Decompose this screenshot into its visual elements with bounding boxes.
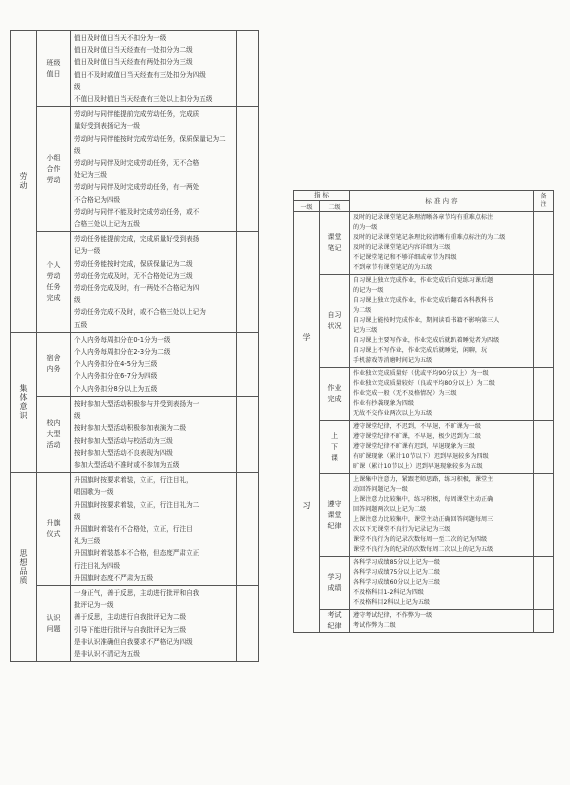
category-char: 识	[19, 410, 28, 420]
category-cell	[294, 212, 320, 633]
standard-line: 劳动时与同伴不能及时完成劳动任务，或不	[74, 207, 200, 216]
subcategory-char: 合作	[46, 164, 61, 173]
table-row	[294, 557, 554, 610]
table-row	[11, 473, 259, 586]
subcategory-char: 学习	[327, 573, 342, 581]
standard-line: 劳动任务能按时完成，保质保量记为二级	[74, 259, 193, 268]
standard-line: 一身正气，善于反思，主动进行批评和自我	[74, 588, 200, 597]
category-char: 想	[19, 557, 28, 567]
standard-line: 记为一级	[74, 247, 101, 256]
remarks-cell	[237, 473, 259, 586]
standard-content-cell	[71, 473, 237, 586]
subcategory-char: 活动	[46, 441, 61, 449]
standard-content-cell	[71, 332, 237, 396]
standard-line: 劳动时与同伴能提前完成劳动任务，完成质	[74, 110, 200, 119]
standard-content-cell	[350, 421, 534, 474]
standard-line: 升国旗时态度不严肃为五级	[74, 573, 154, 582]
remarks-cell	[534, 212, 554, 275]
standard-line: 升国旗时按要求着装，立正，行注目礼，	[74, 476, 193, 485]
subcategory-char: 劳动	[46, 272, 61, 281]
table-row	[11, 585, 259, 661]
standard-line: 劳动任务完成不及时，或不合格三处以上记为	[74, 308, 206, 317]
standard-line: 课堂不良行为的纪录的次数每周二次以上的记为五级	[353, 546, 494, 553]
subcategory-cell	[37, 332, 71, 396]
standard-line: 参加大型活动不准时或不参加为五级	[74, 460, 180, 469]
subcategory-cell	[37, 232, 71, 333]
subcategory-char: 班级	[46, 58, 61, 67]
subcategory-char: 下	[331, 442, 338, 451]
standard-line: 遵守课堂纪律不旷课，不早退，极少迟到为二级	[353, 433, 481, 440]
subcategory-char: 考试	[327, 611, 342, 619]
subcategory-char: 课	[331, 453, 338, 462]
subcategory-cell	[320, 474, 350, 557]
standard-line: 不及格科目2科以上记为五级	[353, 599, 431, 606]
standard-line: 遵守考试纪律，不作弊为一级	[353, 612, 433, 619]
table-row	[294, 275, 554, 368]
category-char: 品	[19, 566, 28, 576]
standard-line: 升国旗时着装基本不合格，但态度严肃立正	[74, 549, 200, 558]
standard-line: 值日不及时或值日当天经查有三处扣分为四级	[74, 70, 206, 79]
table-row	[11, 396, 259, 472]
subcategory-char: 校内	[46, 419, 61, 427]
standard-line: 作业独立完成质量好（优或平均90分以上）为一级	[353, 370, 489, 377]
standard-line: 级	[74, 82, 81, 91]
remarks-cell	[534, 421, 554, 474]
remarks-cell	[237, 332, 259, 396]
category-cell	[11, 473, 37, 662]
standard-line: 合格三处以上记为五级	[74, 220, 140, 229]
subcategory-cell	[37, 31, 71, 107]
standard-line: 按时参加大型活动与校活动为三级	[74, 436, 173, 445]
subcategory-char: 仪式	[46, 530, 61, 539]
standard-line: 及时的记录课堂笔记条理比较清晰有重难点标注的为二级	[353, 234, 506, 241]
subcategory-cell	[320, 368, 350, 421]
standard-line: 作业完成一般（无不及格情况）为三级	[353, 390, 457, 397]
standard-line: 自习课上独立完成作业，作业完成后翻看各科教科书	[353, 297, 494, 304]
standard-line: 次以下无课堂不良行为记录记为三级	[353, 526, 451, 533]
standard-line: 作业独立完成质量较好（良或平均80分以上）为二级	[353, 380, 495, 387]
standard-content-cell	[71, 107, 237, 232]
subcategory-char: 个人	[46, 261, 61, 270]
subcategory-char: 小组	[46, 153, 61, 162]
standard-line: 级	[74, 412, 81, 421]
table-row	[11, 107, 259, 232]
subcategory-char: 任务	[46, 283, 61, 292]
subcategory-char: 纪律	[327, 521, 342, 530]
standard-line: 按时参加大型活动积极参与并受到表扬为一	[74, 399, 200, 408]
category-char: 习	[302, 501, 311, 510]
category-char: 学	[302, 333, 311, 342]
standard-line: 五级	[74, 320, 88, 329]
standard-line: 及时的记录课堂笔记条理清晰各章节均有重难点标注	[353, 214, 494, 221]
standard-line: 劳动时与同伴及时完成劳动任务，有一两处	[74, 183, 200, 192]
standard-line: 按时参加大型活动不良表现为四级	[74, 448, 173, 457]
remarks-cell	[237, 31, 259, 107]
category-char: 集	[19, 383, 28, 393]
standard-line: 引导下能进行批评与自我批评记为三级	[74, 625, 187, 634]
remarks-cell	[237, 585, 259, 661]
subcategory-cell	[37, 473, 71, 586]
standard-line: 各科学习成绩85分以上记为一级	[353, 559, 440, 566]
table-row	[294, 212, 554, 275]
standard-content-cell	[350, 610, 534, 633]
subcategory-cell	[320, 212, 350, 275]
subcategory-cell	[320, 275, 350, 368]
subcategory-char: 课堂	[327, 510, 342, 519]
subcategory-char: 宿舍	[46, 354, 61, 363]
standard-line: 动回答问题记为一级	[353, 486, 408, 493]
standard-line: 有旷课现象（累计10节以下）迟到早退较多为四级	[353, 453, 489, 460]
subcategory-char: 内务	[46, 365, 61, 374]
category-char: 质	[19, 575, 28, 585]
subcategory-char: 状况	[327, 322, 342, 330]
standard-content-cell	[71, 232, 237, 333]
standard-line: 是非认识不清记为五级	[74, 649, 140, 658]
standard-line: 遵守课堂纪律，不迟到，不早退，不旷课为一级	[353, 423, 481, 430]
indicator-header: 指 标	[294, 191, 350, 201]
standard-line: 是非认识准确但自我要求不严格记为四级	[74, 637, 193, 646]
standard-content-cell	[71, 396, 237, 472]
subcategory-char: 值日	[46, 69, 61, 78]
remarks-cell	[237, 396, 259, 472]
standard-line: 批评记为一级	[74, 601, 114, 610]
category-char: 体	[19, 392, 28, 402]
standard-line: 遵守课堂纪律不旷课有迟到，早退现象为三级	[353, 443, 475, 450]
standard-line: 个人内务扣分在6-7分为四级	[74, 372, 158, 381]
header-row-1	[294, 191, 554, 201]
standard-line: 级	[74, 512, 81, 521]
standard-line: 不值日及时值日当天经查有三处以上扣分为五级	[74, 95, 213, 104]
standard-line: 不合格记为四级	[74, 195, 121, 204]
subcategory-char: 问题	[46, 624, 61, 633]
standard-line: 及时的记录课堂笔记内容详细为三级	[353, 244, 451, 251]
table-row	[294, 368, 554, 421]
standard-content-cell	[71, 585, 237, 661]
remarks-cell	[237, 107, 259, 232]
standard-line: 量好受到表扬记为一级	[74, 122, 140, 131]
standard-line: 的记为一级	[353, 287, 384, 294]
table-row	[11, 232, 259, 333]
standard-line: 各科学习成绩60分以上记为三级	[353, 579, 440, 586]
remarks-cell	[534, 368, 554, 421]
subcategory-cell	[37, 396, 71, 472]
subcategory-char: 大型	[46, 430, 61, 438]
standard-line: 回答问题两次以上记为二级	[353, 506, 427, 513]
standard-line: 自习课上不写作业，作业完成后就睡觉，闲聊，玩	[353, 347, 488, 354]
category-char: 劳	[19, 171, 28, 181]
standard-line: 为二级	[353, 307, 372, 314]
standard-line: 劳动时与同伴及时完成劳动任务，无不合格	[74, 159, 200, 168]
standard-line: 个人内务每周扣分在0-1分为一级	[74, 335, 171, 344]
standard-line: 自习课上独立完成作业，作业完成后自觉练习课后题	[353, 277, 494, 284]
subcategory-char: 劳动	[46, 175, 61, 184]
standard-content-cell	[350, 557, 534, 610]
standard-line: 礼为三级	[74, 537, 101, 546]
standard-line: 个人内务扣分在4-5分为三级	[74, 360, 158, 369]
standard-content-cell	[350, 368, 534, 421]
subcategory-char: 成绩	[327, 584, 342, 592]
level2-header: 二级	[320, 201, 350, 212]
standard-line: 自习课上主要写作业，作业完成后就趴着睡觉者为四级	[353, 337, 500, 344]
standard-line: 自习课上能按时完成作业，期间读看书籍不影响第三人	[353, 317, 500, 324]
standard-line: 劳动任务能提前完成，完成质量好受到表扬	[74, 235, 200, 244]
standard-line: 上课集中注意力，紧跟老师思路，练习积极，课堂主	[353, 476, 494, 483]
subcategory-char: 完成	[327, 395, 342, 403]
right-evaluation-table	[293, 190, 554, 633]
standard-content-cell	[71, 31, 237, 107]
standard-line: 按时参加大型活动积极参加表演为二级	[74, 424, 187, 433]
subcategory-char: 笔记	[327, 244, 342, 252]
subcategory-char: 升旗	[46, 519, 61, 528]
standard-line: 处记为三级	[74, 171, 107, 180]
standard-content-cell	[350, 474, 534, 557]
table-row	[11, 31, 259, 107]
subcategory-char: 上	[331, 431, 338, 440]
level1-header: 一级	[294, 201, 320, 212]
standard-line: 唱国歌为一级	[74, 488, 114, 497]
standard-line: 行注目礼为四级	[74, 561, 121, 570]
standard-line: 不及格科目1-2科记为四级	[353, 589, 424, 596]
remarks-cell	[534, 275, 554, 368]
category-char: 思	[19, 548, 28, 558]
category-char: 意	[19, 401, 28, 411]
standard-line: 升国旗时按要求着装，立正，行注目礼为二	[74, 500, 200, 509]
standard-line: 作业有抄袭现象为四级	[353, 400, 414, 407]
standard-line: 手机游戏等消磨时间记为五级	[353, 357, 433, 364]
standard-line: 考试作弊为二级	[353, 622, 396, 629]
standard-line: 个人内务扣分8分以上为五级	[74, 384, 158, 393]
standard-line: 不记课堂笔记和不够详细或章节为四级	[353, 254, 457, 261]
subcategory-cell	[37, 585, 71, 661]
category-cell	[11, 332, 37, 472]
table-row	[294, 474, 554, 557]
standard-content-cell	[350, 275, 534, 368]
remarks-cell	[534, 557, 554, 610]
standard-line: 各科学习成绩75分以上记为二级	[353, 569, 440, 576]
table-row	[294, 610, 554, 633]
subcategory-cell	[320, 610, 350, 633]
standard-line: 上课注意力比较集中，课堂主动正确回答问题每周三	[353, 516, 494, 523]
subcategory-char: 作业	[327, 384, 342, 392]
standard-line: 值日及时值日当天经查有两处扣分为三级	[74, 58, 193, 67]
standard-line: 劳动任务完成及时，有一两处不合格记为四	[74, 284, 200, 293]
standard-line: 的为一级	[353, 224, 378, 231]
standard-content-cell	[350, 212, 534, 275]
standard-line: 无故不交作业两次以上为五级	[353, 410, 433, 417]
remarks-cell	[534, 474, 554, 557]
standard-header: 标 准 内 容	[350, 191, 534, 212]
standard-line: 上课注意力比较集中，练习积极，每周课堂主动正确	[353, 496, 494, 503]
subcategory-cell	[320, 557, 350, 610]
remarks-cell	[534, 610, 554, 633]
standard-line: 值日及时值日当天不扣分为一级	[74, 34, 167, 42]
standard-line: 级	[74, 146, 81, 155]
standard-line: 课堂不良行为的记录次数每周一至二次的记为四级	[353, 536, 488, 543]
table-row	[11, 332, 259, 396]
left-evaluation-table	[10, 30, 259, 662]
standard-line: 善于反思，主动进行自我批评记为二级	[74, 613, 187, 622]
subcategory-cell	[320, 421, 350, 474]
subcategory-char: 认识	[46, 613, 61, 622]
remarks-header: 备注	[534, 191, 554, 212]
standard-line: 个人内务每周扣分在2-3分为二级	[74, 348, 171, 357]
category-cell	[11, 31, 37, 333]
subcategory-char: 课堂	[327, 233, 342, 241]
standard-line: 级	[74, 296, 81, 305]
subcategory-char: 纪律	[327, 622, 342, 630]
standard-line: 不到章节有课堂笔记的为五级	[353, 264, 433, 271]
standard-line: 升国旗时着装有不合格处，立正，行注目	[74, 524, 193, 533]
subcategory-char: 完成	[46, 294, 61, 303]
standard-line: 值日及时值日当天经查有一处扣分为二级	[74, 46, 193, 55]
category-char: 动	[19, 180, 28, 190]
standard-line: 记为三级	[353, 327, 378, 334]
standard-line: 旷课（累计10节以上）迟到早退现象较多为五级	[353, 463, 483, 470]
subcategory-cell	[37, 107, 71, 232]
subcategory-char: 自习	[327, 311, 342, 319]
subcategory-char: 遵守	[327, 499, 342, 508]
standard-line: 劳动任务完成及时，无不合格处记为三级	[74, 271, 193, 280]
standard-line: 劳动时与同伴能按时完成劳动任务，保质保量记为二	[74, 134, 226, 143]
remarks-cell	[237, 232, 259, 333]
table-row	[294, 421, 554, 474]
